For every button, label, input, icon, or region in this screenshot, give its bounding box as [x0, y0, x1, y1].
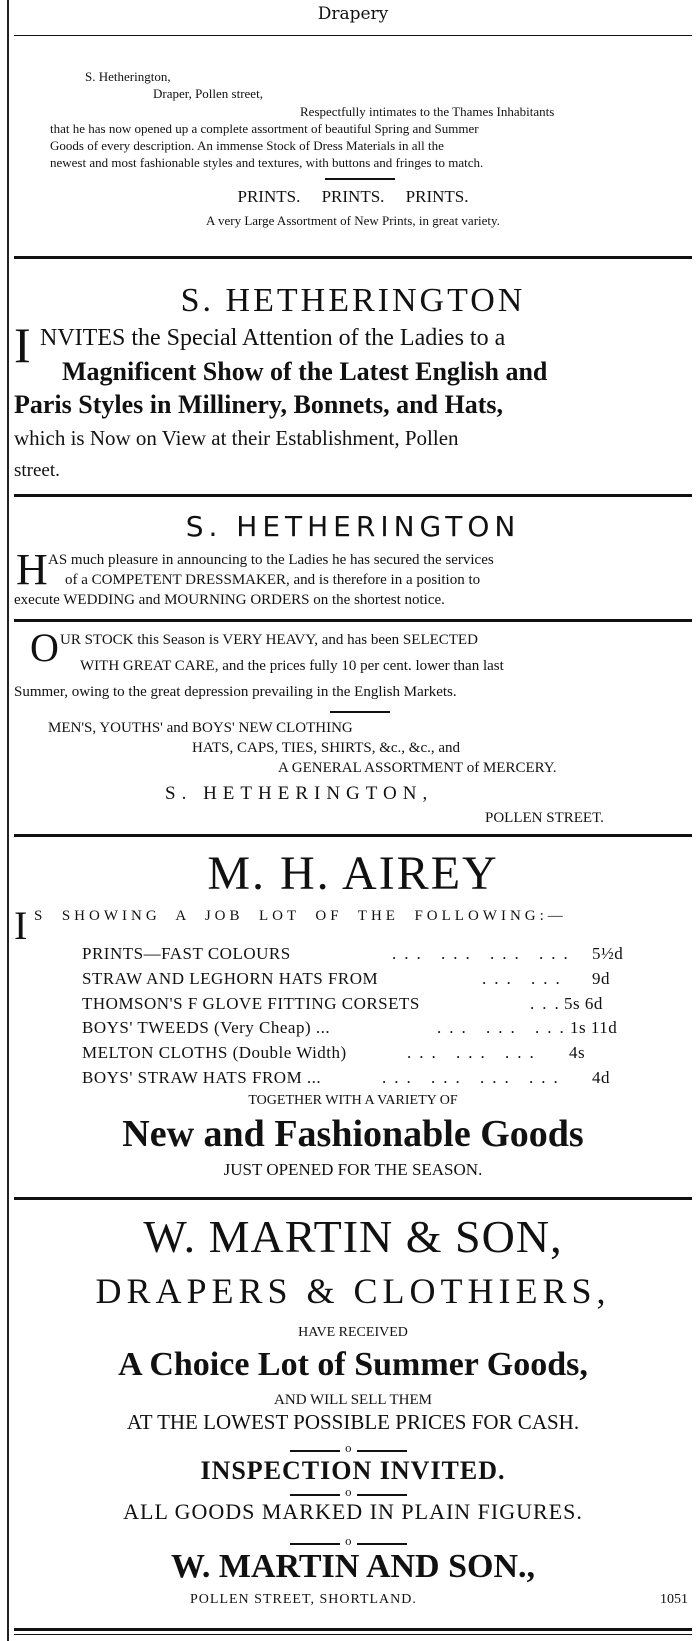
- item-name: MELTON CLOTHS (Double Width): [82, 1043, 347, 1062]
- divider: [14, 1628, 692, 1631]
- body-line: street.: [14, 460, 60, 481]
- feature-line: A Choice Lot of Summer Goods,: [118, 1346, 588, 1383]
- body-line: AT THE LOWEST POSSIBLE PRICES FOR CASH.: [126, 1410, 580, 1434]
- divider: [14, 1197, 692, 1200]
- body-line: which is Now on View at their Establishment, Pollen: [14, 426, 459, 450]
- divider-ornament: o: [345, 1442, 352, 1455]
- divider-ornament: o: [345, 1535, 352, 1548]
- advert-subheading: DRAPERS & CLOTHIERS,: [95, 1271, 611, 1311]
- advertiser-signature: S. HETHERINGTON,: [165, 783, 434, 804]
- body-line: NVITES the Special Attention of the Ladies to a: [40, 325, 506, 351]
- divider-line: [290, 1543, 340, 1545]
- advertiser-trade: Draper, Pollen street,: [153, 86, 263, 101]
- item-price: 4d: [592, 1068, 610, 1087]
- divider-line: [357, 1450, 407, 1452]
- body-line: Respectfully intimates to the Thames Inhabitants: [300, 104, 555, 119]
- divider-line: [290, 1450, 340, 1452]
- advertiser-address: POLLEN STREET.: [485, 810, 604, 826]
- divider-line: [290, 1494, 340, 1496]
- drop-cap: I: [14, 317, 31, 373]
- body-line: Summer, owing to the great depression prevailing in the English Markets.: [14, 684, 457, 700]
- body-line: MEN'S, YOUTHS' and BOYS' NEW CLOTHING: [48, 720, 353, 736]
- body-line: JUST OPENED FOR THE SEASON.: [223, 1160, 483, 1179]
- item-name: THOMSON'S F GLOVE FITTING CORSETS: [82, 994, 420, 1013]
- item-name: BOYS' STRAW HATS FROM ...: [82, 1068, 322, 1087]
- item-price: 1s 11d: [570, 1018, 618, 1037]
- divider: [14, 494, 692, 497]
- leader-dots: ... ...: [482, 969, 568, 988]
- item-price: 5s 6d: [564, 994, 603, 1013]
- item-price: 9d: [592, 969, 610, 988]
- item-name: STRAW AND LEGHORN HATS FROM: [82, 969, 379, 988]
- advert-heading: W. MARTIN & SON,: [143, 1211, 563, 1262]
- section-title: Drapery: [317, 4, 389, 24]
- prints-subline: A very Large Assortment of New Prints, in great variety.: [206, 213, 500, 228]
- divider: [14, 35, 692, 36]
- drop-cap: I: [14, 903, 28, 948]
- divider: [325, 178, 395, 180]
- leader-dots: ... ... ...: [407, 1043, 542, 1062]
- feature-line: New and Fashionable Goods: [122, 1113, 584, 1155]
- body-line: Paris Styles in Millinery, Bonnets, and Hats,: [14, 390, 503, 419]
- item-name: BOYS' TWEEDS (Very Cheap) ...: [82, 1018, 331, 1037]
- drop-cap: O: [30, 625, 59, 670]
- body-line: ALL GOODS MARKED IN PLAIN FIGURES.: [123, 1499, 583, 1524]
- divider-ornament: o: [345, 1486, 352, 1499]
- body-line: AND WILL SELL THEM: [274, 1392, 432, 1408]
- item-price: 5½d: [592, 944, 624, 963]
- advertiser-signature: W. MARTIN AND SON.,: [170, 1548, 536, 1585]
- advert-heading: S. HETHERINGTON: [185, 510, 521, 543]
- divider: [14, 619, 692, 622]
- divider: [14, 834, 692, 837]
- body-line: AS much pleasure in announcing to the Ladies he has secured the services: [48, 552, 494, 568]
- advert-number: 1051: [660, 1592, 688, 1607]
- feature-line: INSPECTION INVITED.: [200, 1456, 506, 1485]
- body-line: HAVE RECEIVED: [298, 1325, 408, 1340]
- advertiser-address: POLLEN STREET, SHORTLAND.: [190, 1592, 417, 1607]
- leader-dots: ... ... ... ...: [382, 1068, 566, 1087]
- advert-heading: M. H. AIREY: [207, 847, 499, 900]
- advert-heading: S. HETHERINGTON: [180, 282, 526, 319]
- divider: [14, 1634, 692, 1635]
- item-price: 4s: [569, 1043, 586, 1062]
- body-line: of a COMPETENT DRESSMAKER, and is therefore in a position to: [65, 572, 481, 588]
- leader-dots: ...: [530, 994, 567, 1013]
- body-line: execute WEDDING and MOURNING ORDERS on the shortest notice.: [14, 592, 445, 608]
- list-intro: S SHOWING A JOB LOT OF THE FOLLOWING:—: [34, 908, 567, 924]
- prints-heading: PRINTS. PRINTS. PRINTS.: [237, 187, 469, 206]
- body-line: newest and most fashionable styles and textures, with buttons and fringes to match.: [50, 155, 484, 170]
- leader-dots: ... ... ... ...: [392, 944, 576, 963]
- body-line: that he has now opened up a complete assortment of beautiful Spring and Summer: [50, 121, 479, 136]
- divider-line: [357, 1543, 407, 1545]
- divider-line: [357, 1494, 407, 1496]
- column-rule: [7, 0, 9, 1641]
- item-name: PRINTS—FAST COLOURS: [82, 944, 291, 963]
- body-line: A GENERAL ASSORTMENT of MERCERY.: [278, 760, 557, 776]
- divider: [14, 256, 692, 259]
- body-line: UR STOCK this Season is VERY HEAVY, and has been SELECTED: [60, 632, 478, 648]
- body-line: WITH GREAT CARE, and the prices fully 10 per cent. lower than last: [80, 658, 504, 674]
- drop-cap: H: [16, 545, 48, 594]
- leader-dots: ... ... ...: [437, 1018, 572, 1037]
- body-line: TOGETHER WITH A VARIETY OF: [248, 1093, 458, 1108]
- body-line: HATS, CAPS, TIES, SHIRTS, &c., &c., and: [192, 740, 461, 756]
- body-line: Magnificent Show of the Latest English and: [62, 357, 548, 386]
- advertiser-name: S. Hetherington,: [85, 69, 171, 84]
- body-line: Goods of every description. An immense Stock of Dress Materials in all the: [50, 138, 444, 153]
- divider: [330, 711, 390, 713]
